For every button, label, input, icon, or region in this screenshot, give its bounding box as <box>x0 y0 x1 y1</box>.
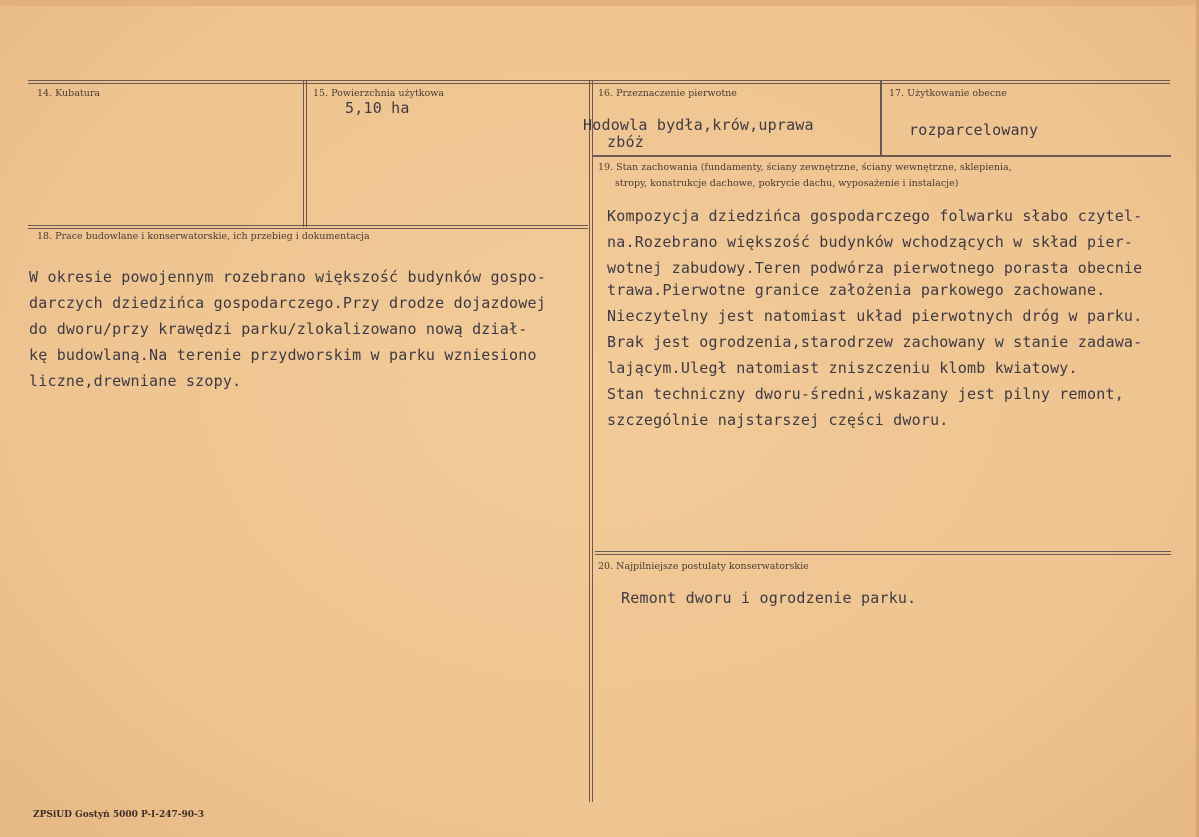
field-14-label: 14. Kubatura <box>37 88 101 99</box>
field-19-line: lającym.Uległ natomiast zniszczeniu klomb kwiatowy. <box>607 359 1078 377</box>
field-20-value: Remont dworu i ogrodzenie parku. <box>621 589 917 607</box>
field-19-line: wotnej zabudowy.Teren podwórza pierwotnego porasta obecnie <box>607 259 1143 277</box>
rule-top-row <box>28 80 1170 81</box>
printer-imprint: ZPSiUD Gostyń 5000 P-I-247-90-3 <box>33 810 205 820</box>
rule-under-field-14-15 <box>28 225 588 226</box>
field-18-label: 18. Prace budowlane i konserwatorskie, ich przebieg i dokumentacja <box>37 231 370 242</box>
field-15-label: 15. Powierzchnia użytkowa <box>313 88 445 99</box>
rule-above-field-20 <box>595 551 1171 552</box>
field-19-line: na.Rozebrano większość budynków wchodzących w skład pier- <box>607 233 1134 251</box>
field-19-line: Brak jest ogrodzenia,starodrzew zachowany w stanie zadawa- <box>607 333 1143 351</box>
field-20-label: 20. Najpilniejsze postulaty konserwatorskie <box>598 561 809 572</box>
field-19-line: Nieczytelny jest natomiast układ pierwotnych dróg w parku. <box>607 307 1143 325</box>
field-16-value-line1: Hodowla bydła,krów,uprawa <box>583 116 814 134</box>
field-19-line: Stan techniczny dworu-średni,wskazany jest pilny remont, <box>607 385 1124 403</box>
card-top-edge <box>0 0 1199 6</box>
rule-center-column <box>589 80 590 802</box>
field-18-line: liczne,drewniane szopy. <box>29 372 242 390</box>
field-17-label: 17. Użytkowanie obecne <box>889 88 1007 99</box>
field-16-label: 16. Przeznaczenie pierwotne <box>598 88 737 99</box>
field-18-line: darczych dziedzińca gospodarczego.Przy drodze dojazdowej <box>29 294 546 312</box>
field-19-line: szczególnie najstarszej części dworu. <box>607 411 949 429</box>
field-19-line: Kompozycja dziedzińca gospodarczego folwarku słabo czytel- <box>607 207 1143 225</box>
field-18-line: kę budowlaną.Na terenie przydworskim w parku wzniesiono <box>29 346 537 364</box>
field-19-line: trawa.Pierwotne granice założenia parkowego zachowane. <box>607 281 1106 299</box>
rule-under-field-16-17 <box>593 155 1171 157</box>
field-19-label-line1: 19. Stan zachowania (fundamenty, ściany zewnętrzne, ściany wewnętrzne, sklepienia, <box>598 162 1012 173</box>
field-18-line: do dworu/przy krawędzi parku/zlokalizowano nową dział- <box>29 320 528 338</box>
field-17-value: rozparcelowany <box>909 121 1039 139</box>
rule-between-16-17 <box>880 80 882 155</box>
rule-between-14-15 <box>303 80 304 227</box>
field-16-value-line2: zbóż <box>607 133 644 151</box>
field-15-value: 5,10 ha <box>345 99 410 117</box>
field-19-label-line2: stropy, konstrukcje dachowe, pokrycie dachu, wyposażenie i instalacje) <box>615 178 959 189</box>
field-18-line: W okresie powojennym rozebrano większość budynków gospo- <box>29 268 546 286</box>
